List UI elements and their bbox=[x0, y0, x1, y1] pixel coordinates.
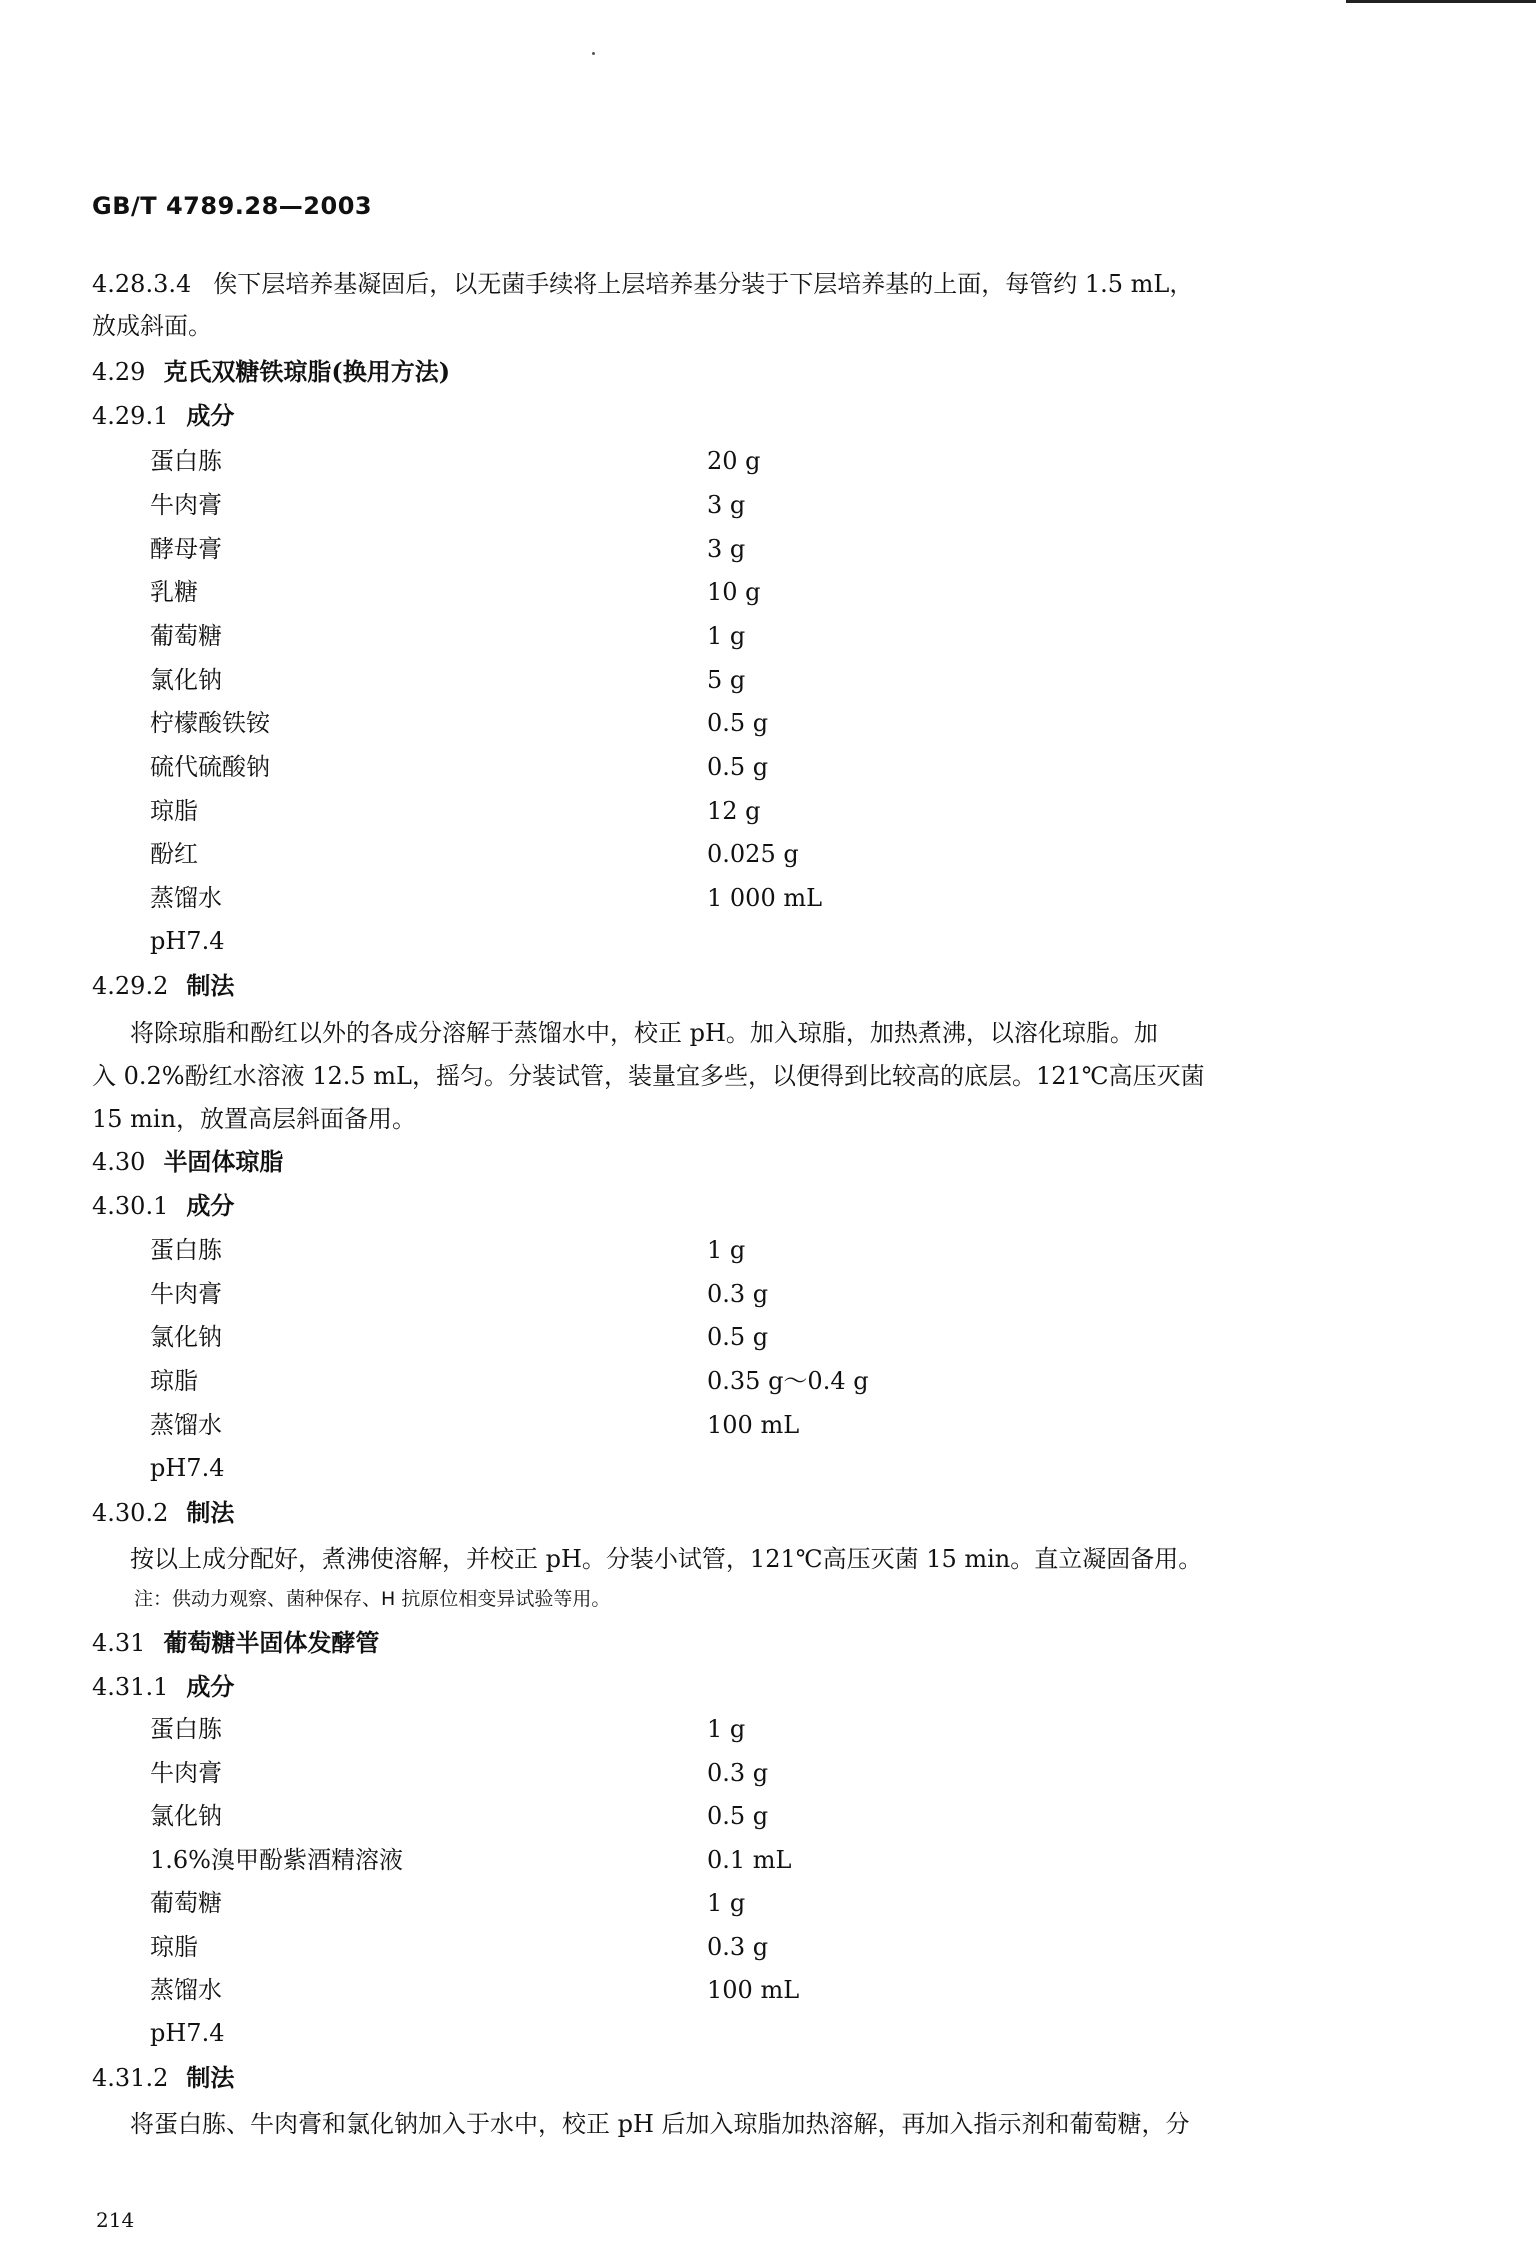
subsection-title: 制法 bbox=[186, 971, 235, 1000]
ingredient-amount: 0.3 g bbox=[707, 1280, 769, 1308]
ingredient-name: 柠檬酸铁铵 bbox=[150, 709, 270, 737]
clause-number: 4.28.3.4 bbox=[92, 270, 192, 298]
ingredient-name: 牛肉膏 bbox=[150, 491, 222, 519]
ingredient-amount: 1 g bbox=[707, 1889, 746, 1917]
corner-rule bbox=[1346, 0, 1536, 3]
ingredient-amount: 0.35 g～0.4 g bbox=[707, 1367, 869, 1395]
section-title: 克氏双糖铁琼脂(换用方法) bbox=[163, 357, 451, 386]
ingredient-name: 琼脂 bbox=[150, 797, 198, 825]
ingredient-name: 蒸馏水 bbox=[150, 1411, 222, 1439]
ingredient-name: 酚红 bbox=[150, 840, 198, 868]
subsection-number: 4.31.1 bbox=[92, 1673, 169, 1701]
ingredient-name: 琼脂 bbox=[150, 1933, 198, 1961]
ingredient-name: 蒸馏水 bbox=[150, 884, 222, 912]
ingredient-name: 1.6%溴甲酚紫酒精溶液 bbox=[150, 1846, 403, 1874]
subsection-title: 制法 bbox=[186, 1498, 235, 1527]
clause-4-28-3-4-line2: 放成斜面。 bbox=[92, 312, 212, 340]
ingredient-name: 氯化钠 bbox=[150, 1323, 222, 1351]
ingredient-name: 蛋白胨 bbox=[150, 447, 222, 475]
ingredient-amount: 3 g bbox=[707, 535, 746, 563]
clause-text: 俟下层培养基凝固后，以无菌手续将上层培养基分装于下层培养基的上面，每管约 1.5 mL， bbox=[213, 270, 1194, 298]
section-number: 4.31 bbox=[92, 1629, 146, 1657]
ingredient-amount: 100 mL bbox=[707, 1411, 800, 1439]
ingredient-amount: 0.5 g bbox=[707, 753, 769, 781]
ingredient-name: 蛋白胨 bbox=[150, 1236, 222, 1264]
subsection-heading-4-31-1 bbox=[92, 1671, 234, 1703]
ingredient-amount: 10 g bbox=[707, 578, 761, 606]
subsection-heading-4-30-1 bbox=[92, 1190, 234, 1222]
subsection-number: 4.30.1 bbox=[92, 1192, 169, 1220]
subsection-title: 制法 bbox=[186, 2063, 235, 2092]
ingredient-amount: 0.5 g bbox=[707, 1802, 769, 1830]
method-text-line: 将蛋白胨、牛肉膏和氯化钠加入于水中，校正 pH 后加入琼脂加热溶解，再加入指示剂和葡萄糖，分 bbox=[130, 2110, 1190, 2138]
note-text: 注：供动力观察、菌种保存、H 抗原位相变异试验等用。 bbox=[134, 1588, 611, 1610]
ingredient-amount: 1 g bbox=[707, 1236, 746, 1264]
section-heading-4-31 bbox=[92, 1627, 379, 1659]
subsection-number: 4.29.2 bbox=[92, 972, 169, 1000]
subsection-heading-4-29-1 bbox=[92, 400, 234, 432]
ingredient-amount: 0.5 g bbox=[707, 1323, 769, 1351]
subsection-heading-4-30-2 bbox=[92, 1497, 234, 1529]
subsection-heading-4-31-2 bbox=[92, 2062, 234, 2094]
page-number: 214 bbox=[96, 2208, 135, 2232]
ingredient-name: 乳糖 bbox=[150, 578, 198, 606]
scan-speck bbox=[592, 52, 595, 55]
ingredient-amount: 0.3 g bbox=[707, 1933, 769, 1961]
section-heading-4-30 bbox=[92, 1146, 283, 1178]
ingredient-amount: 0.5 g bbox=[707, 709, 769, 737]
section-title: 半固体琼脂 bbox=[163, 1147, 284, 1176]
ingredient-amount: 100 mL bbox=[707, 1976, 800, 2004]
subsection-number: 4.30.2 bbox=[92, 1499, 169, 1527]
ingredient-name: 琼脂 bbox=[150, 1367, 198, 1395]
ingredient-amount: 1 g bbox=[707, 622, 746, 650]
subsection-number: 4.29.1 bbox=[92, 402, 169, 430]
clause-4-28-3-4-line1 bbox=[92, 268, 1193, 300]
subsection-title: 成分 bbox=[186, 401, 235, 430]
ph-value: pH7.4 bbox=[150, 1454, 225, 1482]
ingredient-amount: 0.3 g bbox=[707, 1759, 769, 1787]
subsection-title: 成分 bbox=[186, 1672, 235, 1701]
ingredient-name: 牛肉膏 bbox=[150, 1759, 222, 1787]
subsection-number: 4.31.2 bbox=[92, 2064, 169, 2092]
ingredient-name: 蒸馏水 bbox=[150, 1976, 222, 2004]
method-text-line: 将除琼脂和酚红以外的各成分溶解于蒸馏水中，校正 pH。加入琼脂，加热煮沸，以溶化琼脂。加 bbox=[130, 1019, 1158, 1047]
section-heading-4-29 bbox=[92, 356, 450, 388]
section-number: 4.29 bbox=[92, 358, 146, 386]
method-text-line: 15 min，放置高层斜面备用。 bbox=[92, 1105, 417, 1133]
ingredient-name: 牛肉膏 bbox=[150, 1280, 222, 1308]
method-text-line: 入 0.2%酚红水溶液 12.5 mL，摇匀。分装试管，装量宜多些，以便得到比较高的底层。121℃高压灭菌 bbox=[92, 1062, 1205, 1090]
ingredient-name: 葡萄糖 bbox=[150, 622, 222, 650]
ingredient-amount: 0.1 mL bbox=[707, 1846, 792, 1874]
subsection-title: 成分 bbox=[186, 1191, 235, 1220]
ingredient-amount: 20 g bbox=[707, 447, 761, 475]
ingredient-name: 氯化钠 bbox=[150, 666, 222, 694]
ingredient-amount: 1 000 mL bbox=[707, 884, 823, 912]
method-text-line: 按以上成分配好，煮沸使溶解，并校正 pH。分装小试管，121℃高压灭菌 15 min。直立凝固备用。 bbox=[130, 1545, 1203, 1573]
ingredient-name: 葡萄糖 bbox=[150, 1889, 222, 1917]
ingredient-name: 氯化钠 bbox=[150, 1802, 222, 1830]
section-title: 葡萄糖半固体发酵管 bbox=[163, 1628, 380, 1657]
ph-value: pH7.4 bbox=[150, 2019, 225, 2047]
standard-code: GB/T 4789.28—2003 bbox=[92, 192, 373, 220]
ingredient-amount: 1 g bbox=[707, 1715, 746, 1743]
ingredient-amount: 12 g bbox=[707, 797, 761, 825]
ingredient-name: 硫代硫酸钠 bbox=[150, 753, 270, 781]
ph-value: pH7.4 bbox=[150, 927, 225, 955]
ingredient-amount: 3 g bbox=[707, 491, 746, 519]
ingredient-amount: 5 g bbox=[707, 666, 746, 694]
ingredient-amount: 0.025 g bbox=[707, 840, 799, 868]
section-number: 4.30 bbox=[92, 1148, 146, 1176]
subsection-heading-4-29-2 bbox=[92, 970, 234, 1002]
ingredient-name: 酵母膏 bbox=[150, 535, 222, 563]
ingredient-name: 蛋白胨 bbox=[150, 1715, 222, 1743]
